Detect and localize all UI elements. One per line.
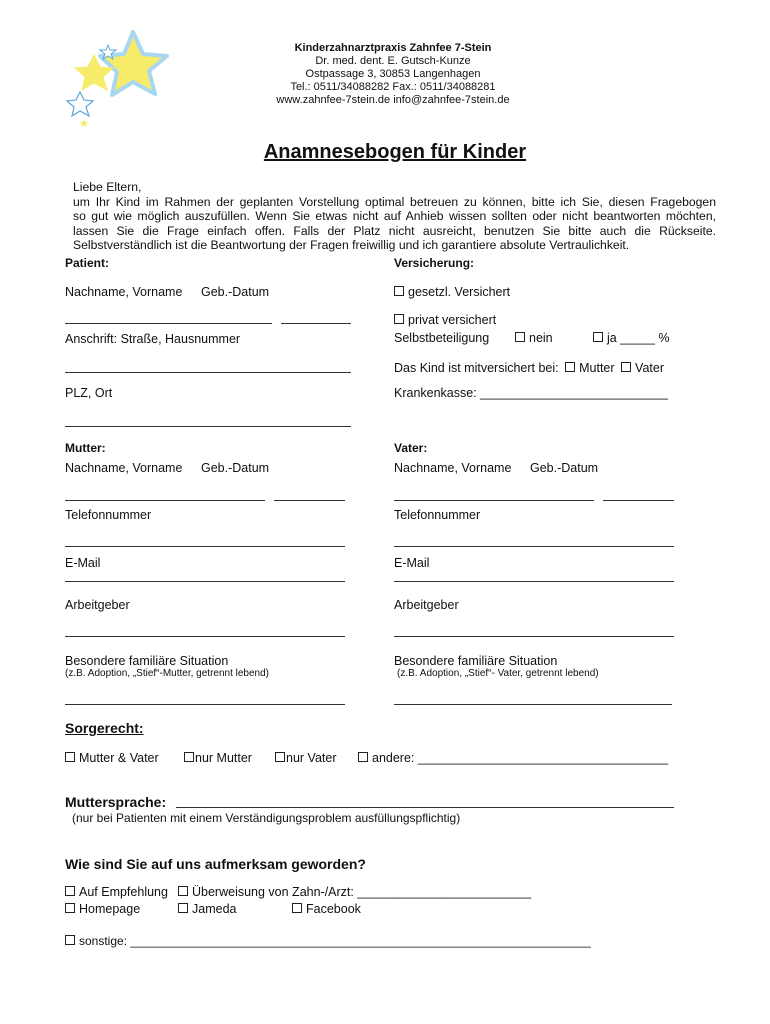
referral-recommendation-option[interactable] [65,885,168,899]
checkbox-icon[interactable] [515,332,525,342]
checkbox-icon[interactable] [178,886,188,896]
mother-family-hint: (z.B. Adoption, „Stief“-Mutter, getrennt lebend) [65,668,269,679]
custody-both-option[interactable] [65,751,159,765]
custody-mother-option[interactable] [184,751,252,765]
checkbox-icon[interactable] [65,935,75,945]
mother-email-field[interactable] [65,581,345,582]
father-family-label: Besondere familiäre Situation [394,654,558,668]
father-family-hint: (z.B. Adoption, „Stief“- Vater, getrennt lebend) [397,668,599,679]
coinsured-label: Das Kind ist mitversichert bei: [394,361,559,375]
custody-other-label: andere: ____________________________________ [372,751,669,765]
copay-yes-label: ja _____ % [607,331,670,345]
referral-recommendation-label: Auf Empfehlung [79,885,168,899]
mother-heading: Mutter: [65,441,106,455]
mother-name-field[interactable] [65,500,265,501]
checkbox-icon[interactable] [65,886,75,896]
patient-name-field[interactable] [65,323,272,324]
practice-address: Ostpassage 3, 30853 Langenhagen [305,68,481,80]
father-employer-label: Arbeitgeber [394,598,459,612]
patient-city-label: PLZ, Ort [65,386,113,400]
father-dob-field[interactable] [603,500,674,501]
intro-greeting: Liebe Eltern, [73,180,142,194]
copay-no-option[interactable] [515,331,553,345]
checkbox-icon[interactable] [184,752,194,762]
checkbox-icon[interactable] [275,752,285,762]
insurance-heading: Versicherung: [394,256,475,270]
mother-name-label: Nachname, Vorname [65,461,183,475]
public-insurance-option[interactable] [394,285,510,299]
checkbox-icon[interactable] [178,903,188,913]
public-insurance-label: gesetzl. Versichert [408,285,511,299]
mother-email-label: E-Mail [65,556,101,570]
patient-address-field[interactable] [65,372,351,373]
checkbox-icon[interactable] [65,752,75,762]
referral-facebook-option[interactable] [292,902,361,916]
checkbox-icon[interactable] [292,903,302,913]
patient-dob-label: Geb.-Datum [201,285,270,299]
father-employer-field[interactable] [394,636,674,637]
father-email-field[interactable] [394,581,674,582]
coinsured-mother-label: Mutter [579,361,615,375]
patient-dob-field[interactable] [281,323,351,324]
insurer-field[interactable]: Krankenkasse: ___________________________ [394,386,668,400]
patient-address-label: Anschrift: Straße, Hausnummer [65,332,241,346]
referral-dentist-option[interactable] [178,885,531,899]
custody-father-label: nur Vater [286,751,337,765]
checkbox-icon[interactable] [65,903,75,913]
private-insurance-option[interactable] [394,313,496,327]
father-family-field[interactable] [394,704,672,705]
mother-employer-field[interactable] [65,636,345,637]
copay-no-label: nein [529,331,553,345]
doctor-name: Dr. med. dent. E. Gutsch-Kunze [315,55,471,67]
mother-dob-label: Geb.-Datum [201,461,270,475]
tiny-yellow-star-icon [80,119,88,127]
father-name-label: Nachname, Vorname [394,461,512,475]
large-yellow-star-icon [100,32,167,95]
custody-other-option[interactable] [358,751,668,765]
checkbox-icon[interactable] [358,752,368,762]
coinsured-row [394,361,664,375]
mother-phone-field[interactable] [65,546,345,547]
patient-city-field[interactable] [65,426,351,427]
father-phone-field[interactable] [394,546,674,547]
language-hint: (nur bei Patienten mit einem Verständigungsproblem ausfüllungspflichtig) [72,811,461,825]
mother-phone-label: Telefonnummer [65,508,152,522]
custody-mother-label: nur Mutter [195,751,252,765]
practice-name: Kinderzahnarztpraxis Zahnfee 7-Stein [294,42,492,54]
referral-homepage-label: Homepage [79,902,141,916]
mother-family-label: Besondere familiäre Situation [65,654,229,668]
coinsured-father-label: Vater [635,361,664,375]
intro-line-4: lassen Sie die Frage einfach offen. Falls der Platz nicht ausreicht, benutzen Sie bitte auch die Rückseite. [73,223,716,238]
father-email-label: E-Mail [394,556,430,570]
web-email: www.zahnfee-7stein.de info@zahnfee-7stein.de [276,94,510,106]
mother-family-field[interactable] [65,704,345,705]
checkbox-icon[interactable] [394,314,404,324]
custody-father-option[interactable] [275,751,337,765]
referral-other-label: sonstige: _____________________________________________________________________ [79,934,591,948]
page-title: Anamnesebogen für Kinder [263,141,527,163]
practice-header [240,42,546,107]
language-field[interactable] [176,807,674,808]
referral-facebook-label: Facebook [306,902,361,916]
custody-both-label: Mutter & Vater [79,751,159,765]
patient-heading: Patient: [65,256,110,270]
father-dob-label: Geb.-Datum [530,461,599,475]
intro-line-3: so gut wie möglich auszufüllen. Wenn Sie etwas nicht auf Anhieb wissen sollten oder nicht beantworten möchten, [73,209,716,223]
referral-dentist-label: Überweisung von Zahn-/Arzt: _________________________ [192,885,532,899]
referral-jameda-option[interactable] [178,902,236,916]
checkbox-icon[interactable] [593,332,603,342]
outline-blue-star-icon [67,92,93,116]
custody-heading: Sorgerecht: [65,720,144,736]
intro-text [73,180,716,253]
intro-line-5: Selbstverständlich ist die Beantwortung der Fragen freiwillig und ich garantiere absolute Vertraulichkeit. [73,238,630,252]
copay-label: Selbstbeteiligung [394,331,490,345]
referral-other-option[interactable] [65,934,591,948]
checkbox-icon[interactable] [621,362,631,372]
private-insurance-label: privat versichert [408,313,497,327]
mother-employer-label: Arbeitgeber [65,598,130,612]
father-heading: Vater: [394,441,428,455]
language-heading: Muttersprache: [65,794,167,810]
checkbox-icon[interactable] [394,286,404,296]
phone-fax: Tel.: 0511/34088282 Fax.: 0511/34088281 [290,81,496,93]
mother-dob-field[interactable] [274,500,345,501]
copay-yes-option[interactable] [593,331,670,345]
father-phone-label: Telefonnummer [394,508,481,522]
referral-jameda-label: Jameda [192,902,237,916]
father-name-field[interactable] [394,500,594,501]
stars-logo [60,28,200,133]
referral-homepage-option[interactable] [65,902,140,916]
intro-line-2: um Ihr Kind im Rahmen der geplanten Vorstellung optimal betreuen zu können, bitte ich Sie, diesen Fragebogen [73,194,716,209]
patient-name-label: Nachname, Vorname [65,285,183,299]
referral-heading: Wie sind Sie auf uns aufmerksam geworden? [65,856,366,872]
checkbox-icon[interactable] [565,362,575,372]
